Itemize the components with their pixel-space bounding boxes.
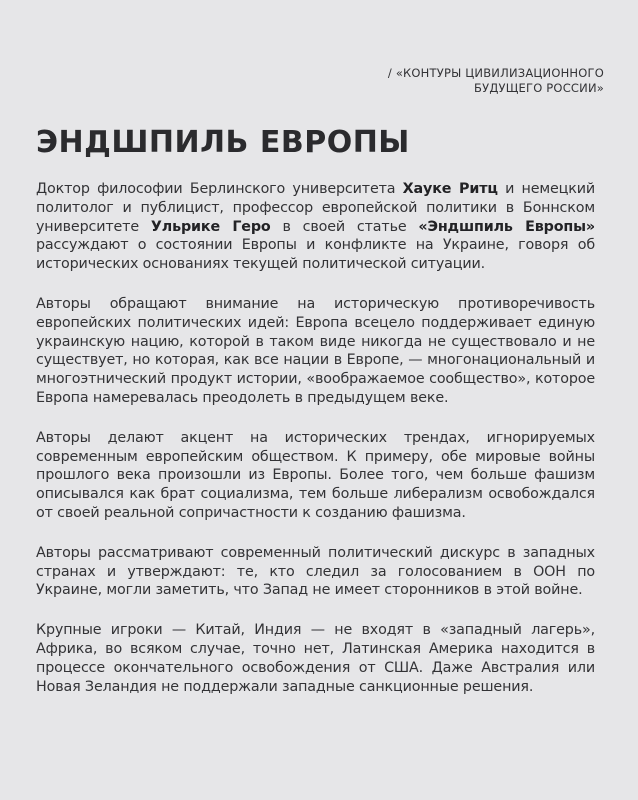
section-label-line-1: / «КОНТУРЫ ЦИВИЛИЗАЦИОННОГО (387, 66, 604, 80)
article-reference-title: «Эндшпиль Европы» (418, 218, 595, 235)
article-title: ЭНДШПИЛЬ ЕВРОПЫ (36, 125, 410, 160)
author-name-guerot: Ульрике Геро (150, 218, 271, 235)
paragraph-1-text-3: в своей статье (270, 218, 419, 235)
paragraph-1-text-4: рассуждают о состоянии Европы и конфликте на Украине, говоря об исторических основаниях текущей политической ситуации. (36, 237, 595, 273)
section-label-line-2: БУДУЩЕГО РОССИИ» (474, 81, 604, 95)
paragraph-1-text-2: и немецкий политолог и публицист, профессор европейской политики в Боннском университете (36, 181, 595, 235)
paragraph-4: Авторы рассматривают современный политический дискурс в западных странах и утверждают: те, кто следил за голосованием в ООН по Украине, могли заметить, что Запад не имеет сторонников в этой войне. (36, 544, 595, 599)
paragraph-3: Авторы делают акцент на исторических трендах, игнорируемых современным европейским обществом. К примеру, обе мировые войны прошлого века произошли из Европы. Более того, чем больше фашизм описывался как брат социализма, тем больше либерализм освобождался от своей реальной сопричастности к созданию фашизма. (36, 429, 595, 521)
paragraph-1 (36, 180, 595, 274)
paragraph-1-text-1: Доктор философии Берлинского университета (36, 181, 403, 197)
paragraph-2: Авторы обращают внимание на историческую противоречивость европейских политических идей: Европа всецело поддерживает единую украинскую нацию, которой в таком виде никогда не существовало и не существует, но которая, как все нации в Европе, — многонациональный и многоэтнический продукт истории, «воображаемое сообщество», которое Европа намеревалась преодолеть в предыдущем веке. (36, 295, 595, 406)
article-body (36, 180, 595, 717)
paragraph-5: Крупные игроки — Китай, Индия — не входят в «западный лагерь», Африка, во всяком случае, точно нет, Латинская Америка находится в процессе окончательного освобождения от США. Даже Австралия или Новая Зеландия не поддержали западные санкционные решения. (36, 622, 595, 695)
section-label (344, 66, 604, 96)
author-name-ritz: Хауке Ритц (402, 181, 498, 197)
